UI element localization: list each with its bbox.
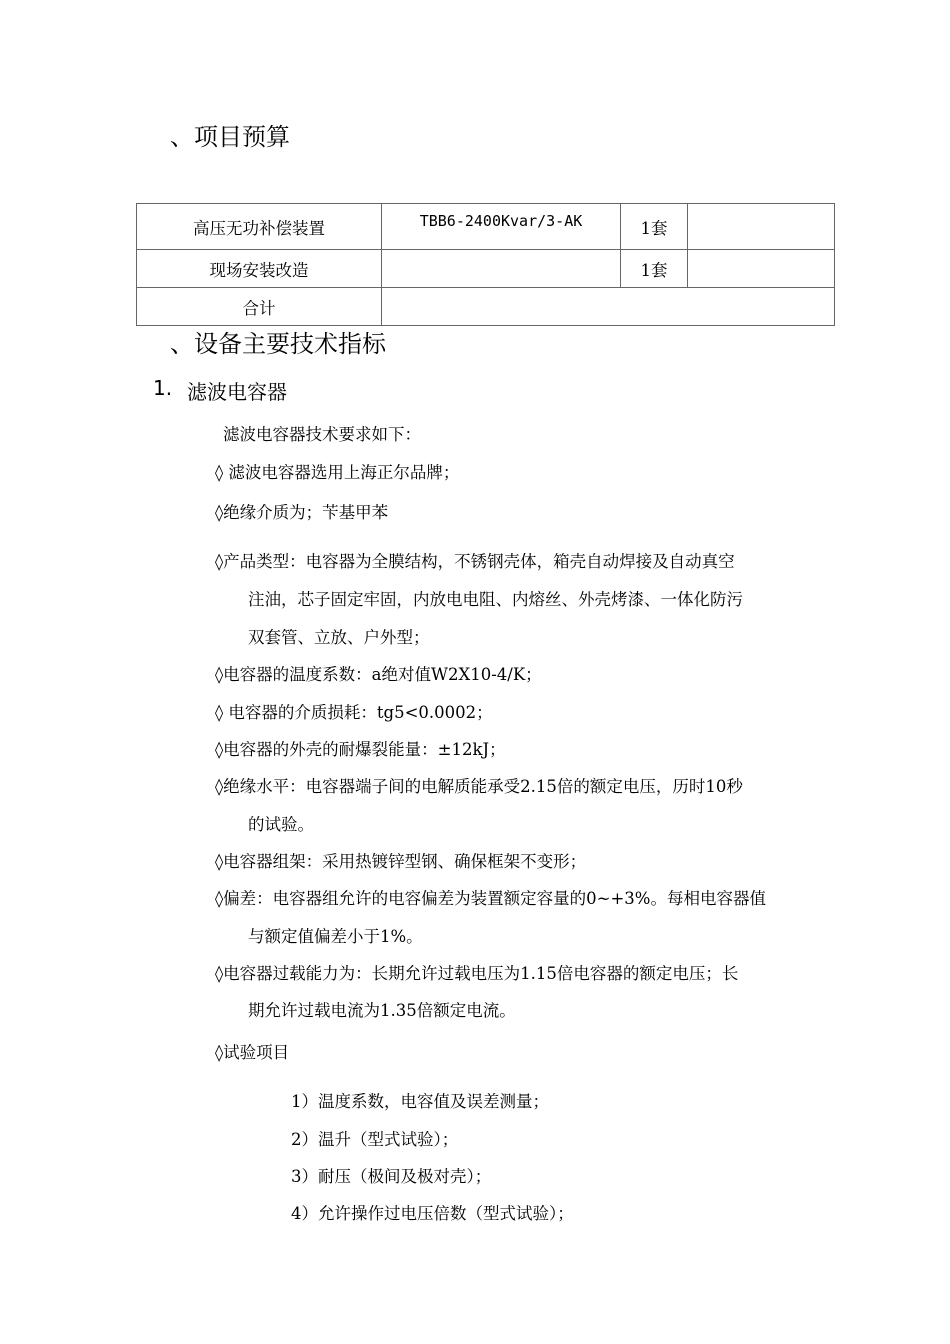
list-item: ◊电容器过载能力为：长期允许过载电压为1.15倍电容器的额定电压；长: [215, 964, 739, 983]
test-item: 3）耐压（极间及极对壳）；: [291, 1167, 492, 1186]
table-cell: 现场安装改造: [137, 250, 382, 288]
list-item-continuation: 注油，芯子固定牢固，内放电电阻、内熔丝、外壳烤漆、一体化防污: [248, 590, 743, 609]
table-cell: 1套: [621, 204, 688, 250]
test-item: 2）温升（型式试验）；: [291, 1130, 459, 1149]
table-cell: 高压无功补偿装置: [137, 204, 382, 250]
list-item: ◊绝缘介质为；苄基甲苯: [215, 503, 389, 522]
table-cell: TBB6-2400Kvar/3-AK: [382, 204, 621, 250]
list-item-continuation: 双套管、立放、户外型；: [248, 628, 430, 647]
list-item: ◊电容器的外壳的耐爆裂能量：±12kJ；: [215, 740, 506, 759]
tech-heading: 、设备主要技术指标: [170, 330, 386, 358]
list-item: ◊试验项目: [215, 1043, 290, 1062]
list-item: ◊ 滤波电容器选用上海正尔品牌；: [215, 463, 460, 482]
budget-table: [136, 203, 835, 326]
list-item: ◊绝缘水平：电容器端子间的电解质能承受2.15倍的额定电压，历时10秒: [215, 777, 743, 796]
test-item: 1）温度系数，电容值及误差测量；: [291, 1092, 549, 1111]
intro-text: 滤波电容器技术要求如下：: [223, 425, 421, 444]
table-cell: [382, 250, 621, 288]
list-item-continuation: 与额定值偏差小于1%。: [248, 927, 423, 946]
table-row: [137, 288, 835, 326]
table-cell: 1套: [621, 250, 688, 288]
table-cell: [688, 250, 835, 288]
subsection-number: 1.: [153, 376, 173, 400]
table-cell: 合计: [137, 288, 382, 326]
list-item: ◊电容器组架：采用热镀锌型钢、确保框架不变形；: [215, 852, 587, 871]
table-row: [137, 250, 835, 288]
table-cell: [688, 204, 835, 250]
list-item: ◊偏差：电容器组允许的电容偏差为装置额定容量的0~+3%。每相电容器值: [215, 889, 766, 908]
budget-heading: 、项目预算: [170, 123, 290, 151]
list-item-continuation: 的试验。: [248, 815, 314, 834]
list-item: ◊产品类型：电容器为全膜结构，不锈钢壳体，箱壳自动焊接及自动真空: [215, 552, 735, 571]
list-item-continuation: 期允许过载电流为1.35倍额定电流。: [248, 1001, 516, 1020]
list-item: ◊ 电容器的介质损耗：tg5<0.0002；: [215, 703, 493, 722]
list-item: ◊电容器的温度系数：a绝对值W2X10-4/K；: [215, 665, 542, 684]
table-cell: [382, 288, 835, 326]
subsection-title: 滤波电容器: [187, 380, 287, 404]
test-item: 4）允许操作过电压倍数（型式试验）；: [291, 1204, 574, 1223]
table-row: [137, 204, 835, 250]
